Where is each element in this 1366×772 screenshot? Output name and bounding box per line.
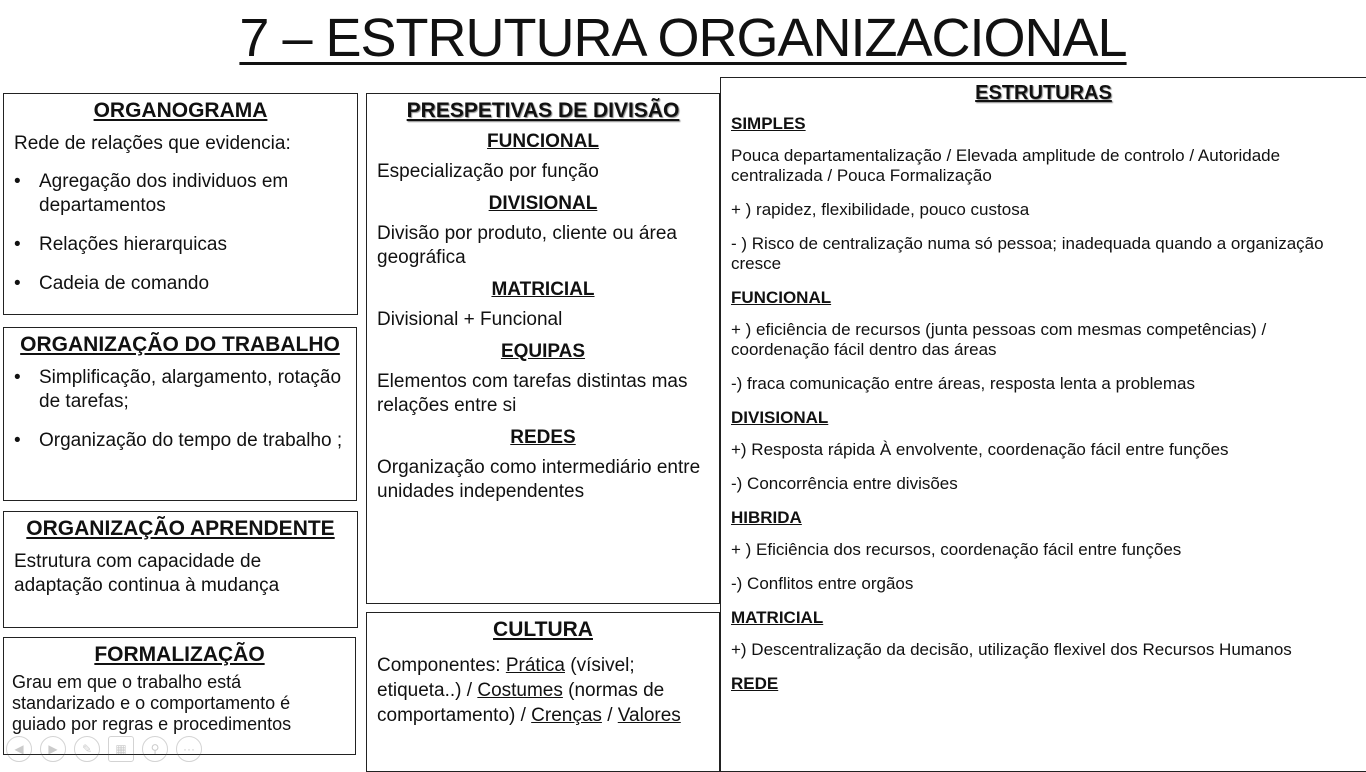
estrutura-hibrida-line: + ) Eficiência dos recursos, coordenação fácil entre funções [731,540,1182,559]
perspetivas-funcional-text: Especialização por função [377,161,599,182]
cultura-separator: / [601,705,618,726]
pen-icon[interactable]: ✎ [74,736,100,762]
organizacao-trabalho-list [4,366,356,453]
slides-icon[interactable]: ▦ [108,736,134,762]
estrutura-hibrida-label: HIBRIDA [731,508,802,527]
perspetivas-equipas-label: EQUIPAS [500,341,586,362]
prev-icon[interactable]: ◀ [6,736,32,762]
estrutura-funcional-line: -) fraca comunicação entre áreas, resposta lenta a problemas [731,374,1195,393]
estrutura-matricial-label: MATRICIAL [731,608,824,627]
perspetivas-divisional-label: DIVISIONAL [488,193,598,214]
cultura-text [377,653,711,728]
zoom-icon[interactable]: ⚲ [142,736,168,762]
estrutura-simples-line: Pouca departamentalização / Elevada amplitude de controlo / Autoridade centralizada / Pouca Formalização [731,146,1281,185]
organograma-box [3,93,358,315]
list-item: • Agregação dos individuos em departamentos [39,170,349,218]
cultura-crencas: Crenças [531,705,602,726]
organizacao-aprendente-text: Estrutura com capacidade de adaptação continua à mudança [14,551,280,596]
perspetivas-equipas-text: Elementos com tarefas distintas mas relações entre si [377,371,688,416]
organizacao-aprendente-heading: ORGANIZAÇÃO APRENDENTE [26,517,335,540]
cultura-costumes-desc: (normas de comportamento) / [377,680,665,726]
organizacao-trabalho-heading: ORGANIZAÇÃO DO TRABALHO [20,333,340,356]
estruturas-box [720,77,1366,772]
formalizacao-text: Grau em que o trabalho está standarizado e o comportamento é guiado por regras e procedimentos [12,672,292,734]
slideshow-toolbar [6,736,202,762]
list-item: • Cadeia de comando [39,272,349,296]
estrutura-hibrida-line: -) Conflitos entre orgãos [731,574,914,593]
formalizacao-heading: FORMALIZAÇÃO [94,643,265,666]
perspetivas-heading: PRESPETIVAS DE DIVISÃO [406,99,680,122]
organograma-intro: Rede de relações que evidencia: [14,133,291,154]
cultura-heading: CULTURA [493,618,593,641]
perspetivas-matricial-text: Divisional + Funcional [377,309,563,330]
list-item: • Simplificação, alargamento, rotação de tarefas; [39,366,348,414]
perspetivas-matricial-label: MATRICIAL [491,279,595,300]
cultura-costumes: Costumes [477,680,563,701]
estrutura-divisional-line: -) Concorrência entre divisões [731,474,958,493]
perspetivas-funcional-label: FUNCIONAL [487,131,599,152]
page-title: 7 – ESTRUTURA ORGANIZACIONAL [239,8,1127,68]
estrutura-funcional-line: + ) eficiência de recursos (junta pessoas com mesmas competências) / coordenação fácil dentro das áreas [731,320,1267,359]
perspetivas-redes-text: Organização como intermediário entre unidades independentes [377,457,701,502]
estrutura-simples-line: + ) rapidez, flexibilidade, pouco custosa [731,200,1030,219]
cultura-prefix: Componentes: [377,655,506,676]
perspetivas-box [366,93,720,604]
estrutura-divisional-label: DIVISIONAL [731,408,829,427]
list-item: • Relações hierarquicas [39,233,349,257]
estrutura-matricial-line: +) Descentralização da decisão, utilização flexivel dos Recursos Humanos [731,640,1292,659]
organograma-heading: ORGANOGRAMA [93,99,268,122]
estrutura-divisional-line: +) Resposta rápida À envolvente, coordenação fácil entre funções [731,440,1229,459]
organograma-list [4,170,357,296]
cultura-pratica: Prática [505,655,565,676]
play-icon[interactable]: ▶ [40,736,66,762]
estruturas-heading: ESTRUTURAS [975,82,1112,104]
estrutura-simples-label: SIMPLES [731,114,806,133]
cultura-pratica-desc: (vísivel; etiqueta..) / [377,655,635,701]
estrutura-simples-line: - ) Risco de centralização numa só pessoa; inadequada quando a organização cresce [731,234,1324,273]
list-item: • Organização do tempo de trabalho ; [39,429,348,453]
more-icon[interactable]: ··· [176,736,202,762]
organizacao-aprendente-box [3,511,358,628]
perspetivas-divisional-text: Divisão por produto, cliente ou área geográfica [377,223,677,268]
perspetivas-redes-label: REDES [510,427,576,448]
cultura-valores: Valores [617,705,681,726]
cultura-box [366,612,720,772]
estrutura-funcional-label: FUNCIONAL [731,288,832,307]
estrutura-rede-label: REDE [731,674,779,693]
organizacao-trabalho-box [3,327,357,501]
